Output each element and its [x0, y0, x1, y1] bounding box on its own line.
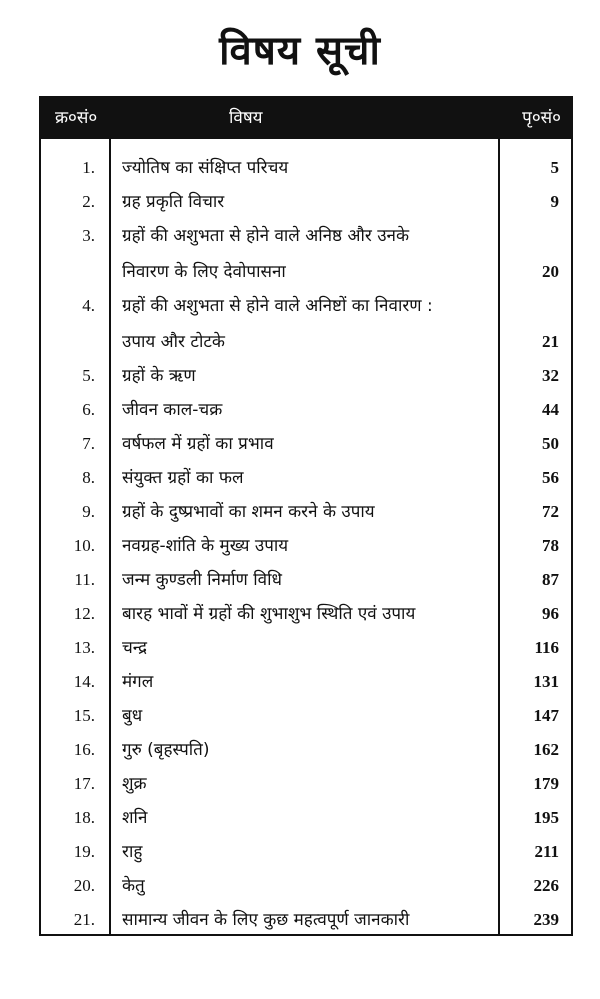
row-serial-number: 13.: [73, 638, 95, 657]
row-serial-number: 8.: [82, 468, 95, 487]
page-number-header: पृ०सं०: [522, 108, 561, 128]
row-topic: गुरु (बृहस्पति): [122, 740, 210, 760]
row-page-number: 50: [542, 434, 559, 453]
row-serial-number: 3.: [82, 226, 95, 245]
row-topic: शनि: [122, 808, 148, 828]
topic-header: विषय: [229, 108, 263, 128]
row-page-number: 96: [542, 604, 559, 623]
table-row: [41, 495, 571, 529]
table-header: [41, 98, 571, 139]
row-page-number: 131: [533, 672, 559, 691]
row-topic: राहु: [122, 842, 143, 862]
row-topic: जन्म कुण्डली निर्माण विधि: [122, 570, 282, 590]
table-row: [41, 733, 571, 767]
row-topic: ग्रहों के ऋण: [122, 366, 196, 386]
row-topic: ग्रहों की अशुभता से होने वाले अनिष्टों का निवारण :: [122, 296, 433, 316]
row-page-number: 147: [533, 706, 559, 725]
row-serial-number: 16.: [73, 740, 95, 759]
row-page-number: 162: [533, 740, 559, 759]
row-page-number: 211: [534, 842, 559, 861]
row-serial-number: 14.: [73, 672, 95, 691]
row-topic: केतु: [122, 876, 145, 896]
table-row: [41, 461, 571, 495]
row-serial-number: 1.: [82, 158, 95, 177]
row-topic: संयुक्त ग्रहों का फल: [122, 468, 244, 488]
row-serial-number: 10.: [73, 536, 95, 555]
table-row: [41, 665, 571, 699]
row-topic: ग्रह प्रकृति विचार: [122, 192, 225, 212]
row-page-number: 44: [542, 400, 559, 419]
table-row: [41, 563, 571, 597]
row-page-number: 239: [533, 910, 559, 929]
row-topic: बारह भावों में ग्रहों की शुभाशुभ स्थिति एवं उपाय: [122, 604, 416, 624]
table-row: [41, 393, 571, 427]
table-of-contents: [39, 96, 573, 936]
row-topic: ग्रहों की अशुभता से होने वाले अनिष्ठ और उनके: [122, 226, 410, 246]
toc-rows: [41, 151, 571, 937]
row-topic: ग्रहों के दुष्प्रभावों का शमन करने के उपाय: [122, 502, 375, 522]
row-page-number: 78: [542, 536, 559, 555]
row-serial-number: 12.: [73, 604, 95, 623]
row-topic: जीवन काल-चक्र: [122, 400, 223, 420]
row-serial-number: 2.: [82, 192, 95, 211]
row-topic: ज्योतिष का संक्षिप्त परिचय: [122, 158, 289, 178]
row-topic: बुध: [122, 706, 143, 726]
row-topic: चन्द्र: [122, 638, 148, 658]
table-row: [41, 219, 571, 289]
row-page-number: 21: [542, 332, 559, 351]
row-page-number: 5: [550, 158, 559, 177]
row-serial-number: 17.: [73, 774, 95, 793]
serial-number-header: क्र०सं०: [55, 108, 98, 128]
table-row: [41, 631, 571, 665]
row-serial-number: 18.: [73, 808, 95, 827]
table-row: [41, 869, 571, 903]
table-row: [41, 767, 571, 801]
row-topic: शुक्र: [122, 774, 147, 794]
row-page-number: 179: [533, 774, 559, 793]
row-serial-number: 19.: [73, 842, 95, 861]
row-serial-number: 4.: [82, 296, 95, 315]
table-row: [41, 699, 571, 733]
row-page-number: 116: [534, 638, 559, 657]
row-page-number: 226: [533, 876, 559, 895]
row-topic: वर्षफल में ग्रहों का प्रभाव: [122, 434, 274, 454]
row-serial-number: 5.: [82, 366, 95, 385]
row-page-number: 56: [542, 468, 559, 487]
table-row: [41, 427, 571, 461]
row-topic: नवग्रह-शांति के मुख्य उपाय: [122, 536, 289, 556]
row-page-number: 87: [542, 570, 559, 589]
row-serial-number: 7.: [82, 434, 95, 453]
row-topic-continued: उपाय और टोटके: [122, 332, 225, 352]
row-topic: मंगल: [122, 672, 154, 692]
row-serial-number: 21.: [73, 910, 95, 929]
row-topic-continued: निवारण के लिए देवोपासना: [122, 262, 286, 282]
row-serial-number: 6.: [82, 400, 95, 419]
row-page-number: 72: [542, 502, 559, 521]
row-serial-number: 20.: [73, 876, 95, 895]
row-page-number: 195: [533, 808, 559, 827]
table-row: [41, 359, 571, 393]
row-page-number: 32: [542, 366, 559, 385]
table-row: [41, 801, 571, 835]
row-serial-number: 15.: [73, 706, 95, 725]
table-row: [41, 151, 571, 185]
table-row: [41, 597, 571, 631]
row-serial-number: 11.: [74, 570, 95, 589]
table-row: [41, 529, 571, 563]
table-row: [41, 835, 571, 869]
table-row: [41, 289, 571, 359]
table-row: [41, 903, 571, 937]
row-page-number: 20: [542, 262, 559, 281]
table-row: [41, 185, 571, 219]
row-page-number: 9: [550, 192, 559, 211]
row-serial-number: 9.: [82, 502, 95, 521]
page-title: विषय सूची: [219, 28, 381, 74]
row-topic: सामान्य जीवन के लिए कुछ महत्वपूर्ण जानकारी: [122, 910, 410, 930]
